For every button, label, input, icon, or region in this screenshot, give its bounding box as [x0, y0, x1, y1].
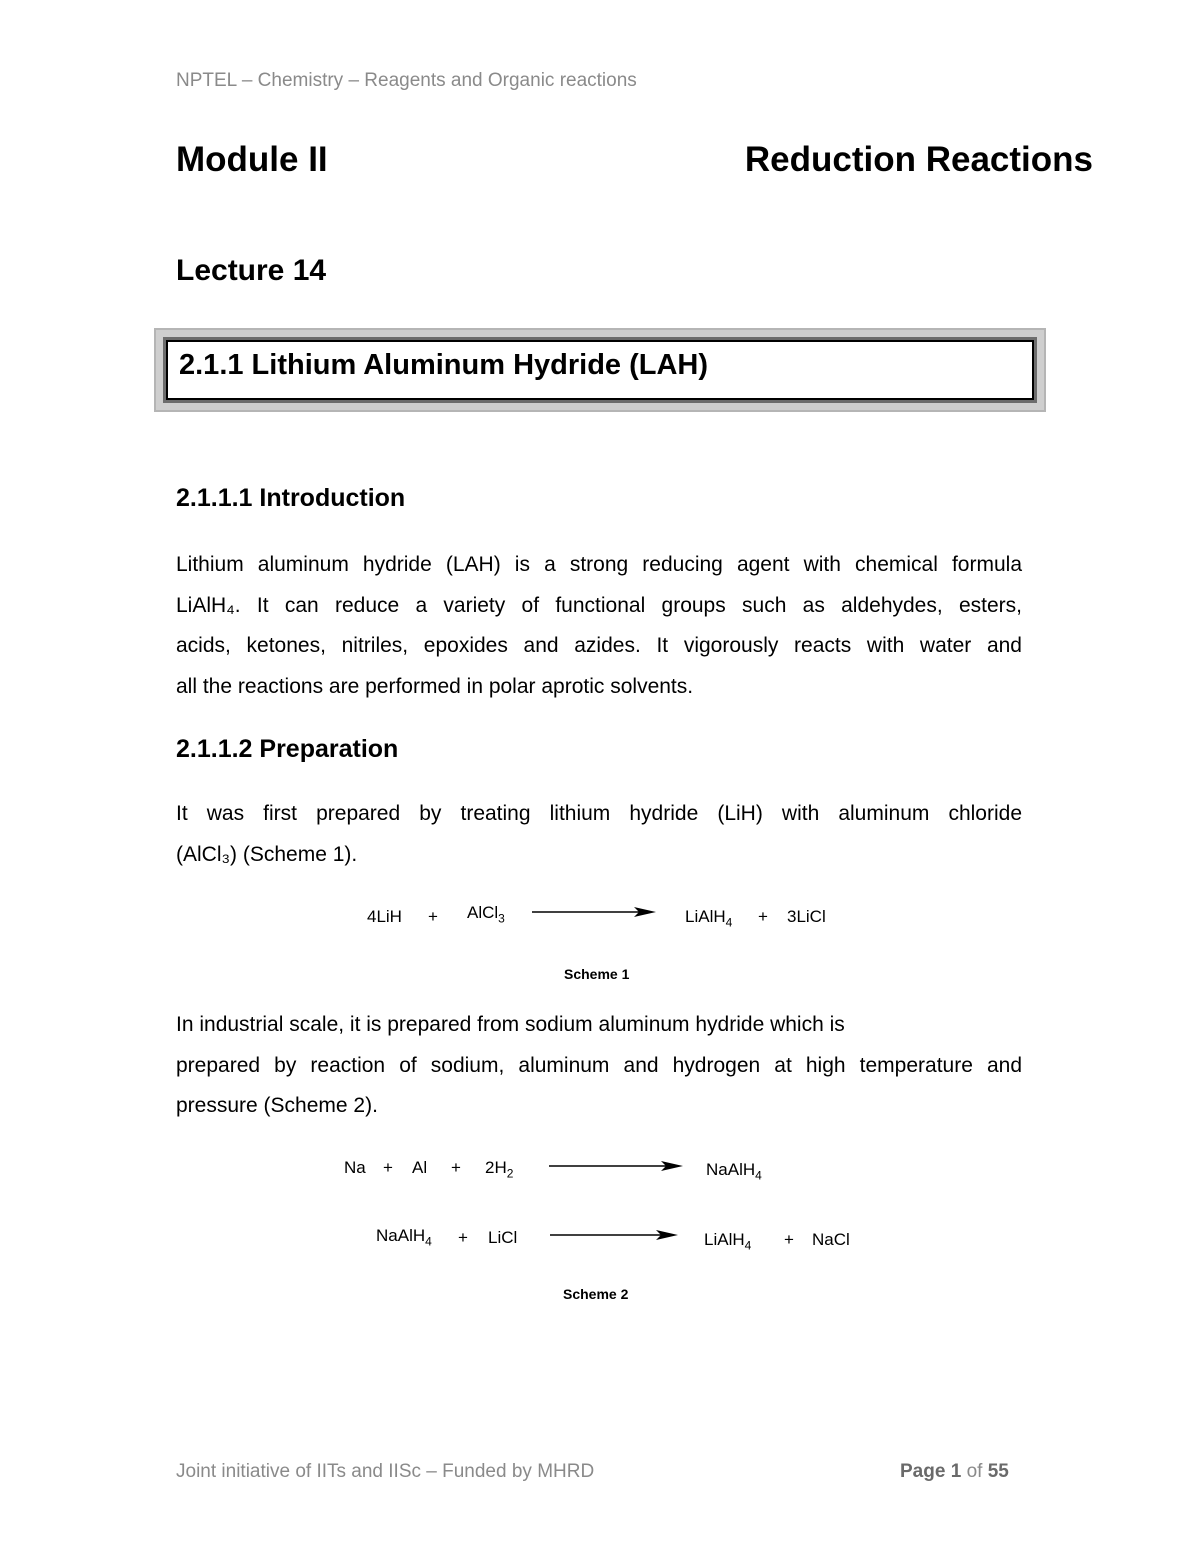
- prep-heading: 2.1.1.2 Preparation: [176, 735, 399, 763]
- plus-sign: +: [428, 907, 438, 926]
- module-title: Reduction Reactions: [744, 140, 1093, 179]
- plus-sign: +: [451, 1158, 461, 1177]
- reactant-h2: $2H_2$: [485, 1158, 514, 1181]
- plus-sign: +: [383, 1158, 393, 1177]
- reactant-al: Al: [412, 1158, 428, 1177]
- reactant-naalh4: NaAlH$_4$: [376, 1226, 432, 1249]
- plus-sign: +: [458, 1228, 468, 1247]
- reaction-arrow: [532, 905, 658, 919]
- section-title-box: [154, 328, 1046, 412]
- module-label: Module II: [176, 140, 328, 179]
- section-title: 2.1.1 Lithium Aluminum Hydride (LAH): [179, 349, 709, 381]
- intro-line: all the reactions are performed in polar aprotic solvents.: [176, 674, 694, 698]
- intro-line: Lithium aluminum hydride (LAH) is a strong reducing agent with chemical formula: [176, 553, 1022, 576]
- section-title-frame: [163, 337, 1037, 403]
- scheme-caption: Scheme 1: [564, 966, 630, 982]
- product-lialh4: LiAlH$_4$: [704, 1230, 752, 1253]
- reaction-arrow: [550, 1228, 680, 1242]
- plus-sign: +: [758, 907, 768, 926]
- product-nacl: NaCl: [812, 1230, 850, 1249]
- running-header: NPTEL – Chemistry – Reagents and Organic reactions: [176, 70, 637, 91]
- prep-line: In industrial scale, it is prepared from sodium aluminum hydride which is: [176, 1013, 845, 1036]
- plus-sign: +: [784, 1230, 794, 1249]
- prep-paragraph-2: [176, 1005, 1022, 1127]
- prep-paragraph-1: [176, 794, 1022, 875]
- lecture-title: Lecture 14: [176, 254, 327, 287]
- reactant-alcl3: AlCl$_3$: [467, 903, 505, 926]
- footer-credit: Joint initiative of IITs and IISc – Funded by MHRD: [176, 1461, 595, 1482]
- intro-line: LiAlH₄. It can reduce a variety of functional groups such as aldehydes, esters,: [176, 593, 1022, 617]
- scheme-caption: Scheme 2: [563, 1286, 629, 1302]
- section-title-panel: [166, 340, 1034, 400]
- intro-paragraph: [176, 545, 1022, 707]
- reactant-lih: 4LiH: [367, 907, 402, 926]
- reactant-licl: LiCl: [488, 1228, 518, 1247]
- prep-line: (AlCl₃) (Scheme 1).: [176, 842, 358, 866]
- prep-line: prepared by reaction of sodium, aluminum and hydrogen at high temperature and: [176, 1053, 1022, 1077]
- prep-line: It was first prepared by treating lithium hydride (LiH) with aluminum chloride: [176, 802, 1022, 825]
- intro-heading: 2.1.1.1 Introduction: [176, 484, 406, 512]
- page-number: Page 1 of 55: [900, 1461, 1009, 1482]
- reactant-na: Na: [344, 1158, 366, 1177]
- intro-line: acids, ketones, nitriles, epoxides and azides. It vigorously reacts with water and: [176, 634, 1022, 657]
- product-lialh4: LiAlH$_4$: [685, 907, 733, 930]
- product-naalh4: NaAlH$_4$: [706, 1160, 762, 1183]
- prep-line: pressure (Scheme 2).: [176, 1094, 378, 1117]
- reaction-arrow: [549, 1159, 685, 1173]
- product-licl: 3LiCl: [787, 907, 826, 926]
